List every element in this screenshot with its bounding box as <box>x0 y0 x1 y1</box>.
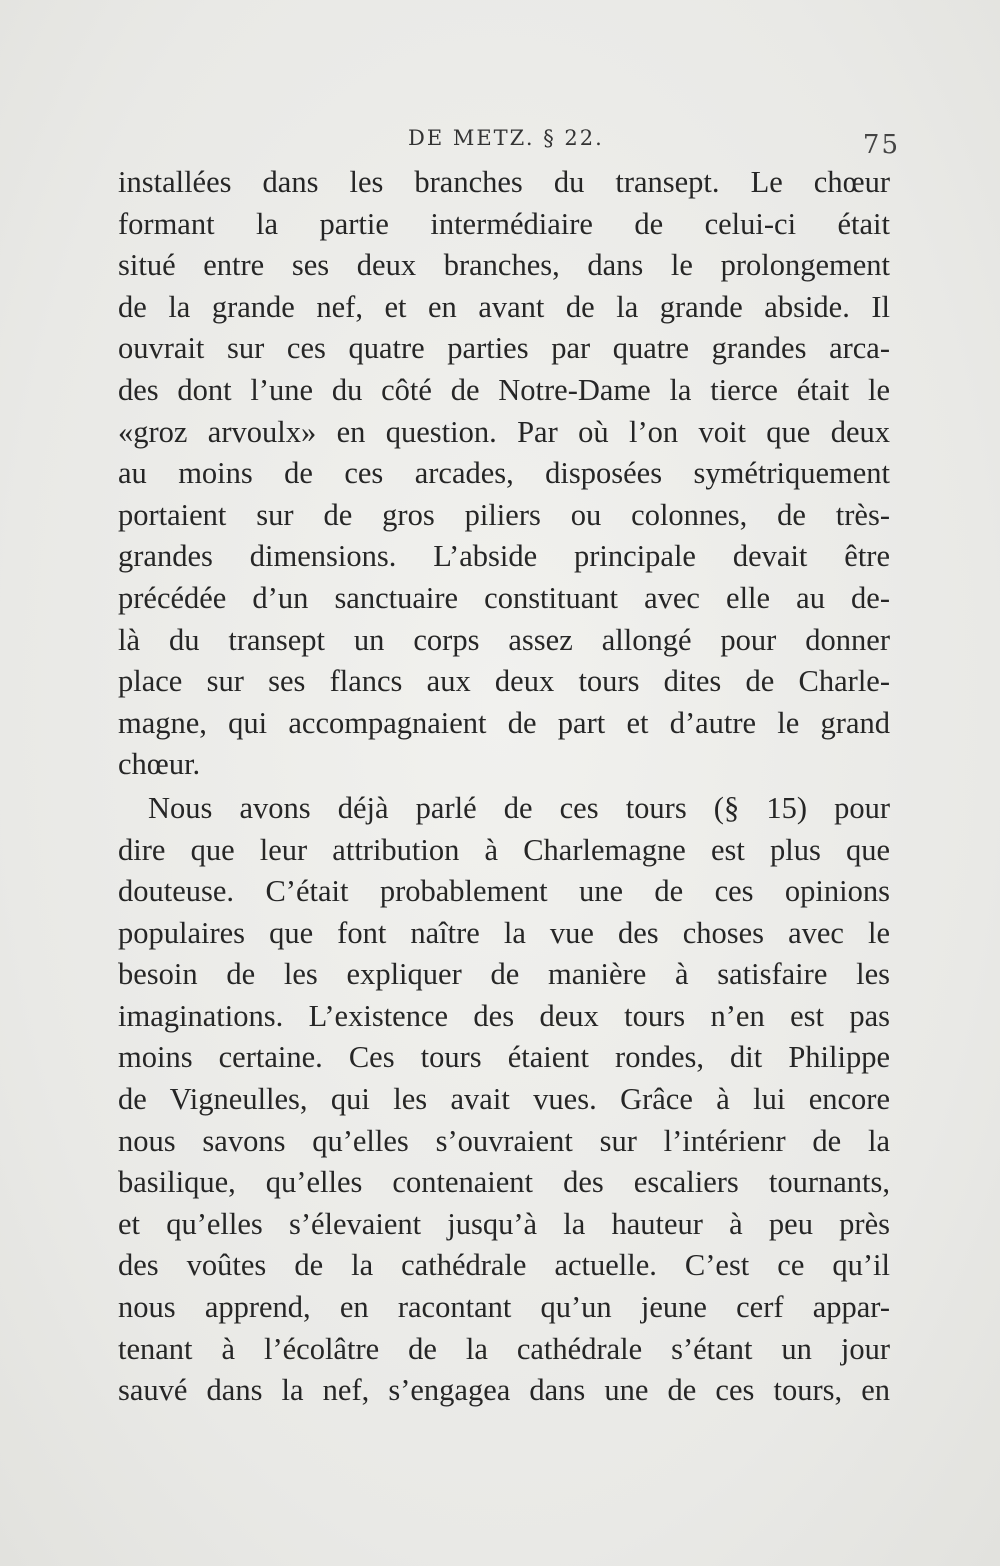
text-line: «groz arvoulx» en question. Par où l’on voit que deux <box>118 414 890 449</box>
text-line: portaient sur de gros piliers ou colonnes, de très- <box>118 497 890 532</box>
text-line: place sur ses flancs aux deux tours dites de Charle- <box>118 664 890 699</box>
text-line: dire que leur attribution à Charlemagne est plus que <box>118 832 890 867</box>
text-line: imaginations. L’existence des deux tours n’en est pas <box>118 998 890 1033</box>
text-line: besoin de les expliquer de manière à satisfaire les <box>118 957 890 992</box>
text-line: formant la partie intermédiaire de celui-ci était <box>118 206 890 241</box>
text-line: magne, qui accompagnaient de part et d’autre le grand <box>118 705 890 740</box>
running-title: DE METZ. § 22. <box>408 126 604 150</box>
text-line: des voûtes de la cathédrale actuelle. C’est ce qu’il <box>118 1248 890 1283</box>
text-line: nous apprend, en racontant qu’un jeune cerf appar- <box>118 1290 890 1325</box>
text-line: ouvrait sur ces quatre parties par quatre grandes arca- <box>118 331 890 366</box>
text-line: de la grande nef, et en avant de la grande abside. Il <box>118 289 890 324</box>
text-line: grandes dimensions. L’abside principale devait être <box>118 539 890 574</box>
running-head <box>120 122 900 162</box>
text-line: précédée d’un sanctuaire constituant avec elle au de- <box>118 580 890 615</box>
body-text <box>118 162 890 1412</box>
text-line: au moins de ces arcades, disposées symétriquement <box>118 456 890 491</box>
page-number: 75 <box>862 130 900 160</box>
text-line: moins certaine. Ces tours étaient rondes, dit Philippe <box>118 1040 890 1075</box>
text-line: et qu’elles s’élevaient jusqu’à la hauteur à peu près <box>118 1206 890 1241</box>
text-line: de Vigneulles, qui les avait vues. Grâce à lui encore <box>118 1082 890 1117</box>
text-line: Nous avons déjà parlé de ces tours (§ 15) pour <box>148 790 890 825</box>
text-line: sauvé dans la nef, s’engagea dans une de ces tours, en <box>118 1373 890 1408</box>
text-line: populaires que font naître la vue des choses avec le <box>118 915 890 950</box>
text-line: là du transept un corps assez allongé pour donner <box>118 622 890 657</box>
text-line: douteuse. C’était probablement une de ces opinions <box>118 874 890 909</box>
text-line: basilique, qu’elles contenaient des escaliers tournants, <box>118 1165 890 1200</box>
text-line: nous savons qu’elles s’ouvraient sur l’intérienr de la <box>118 1123 890 1158</box>
text-line: installées dans les branches du transept. Le chœur <box>118 165 890 199</box>
text-line: tenant à l’écolâtre de la cathédrale s’étant un jour <box>118 1331 890 1366</box>
text-line: chœur. <box>118 747 201 782</box>
text-line: situé entre ses deux branches, dans le prolongement <box>118 248 890 283</box>
text-line: des dont l’une du côté de Notre-Dame la tierce était le <box>118 372 890 407</box>
